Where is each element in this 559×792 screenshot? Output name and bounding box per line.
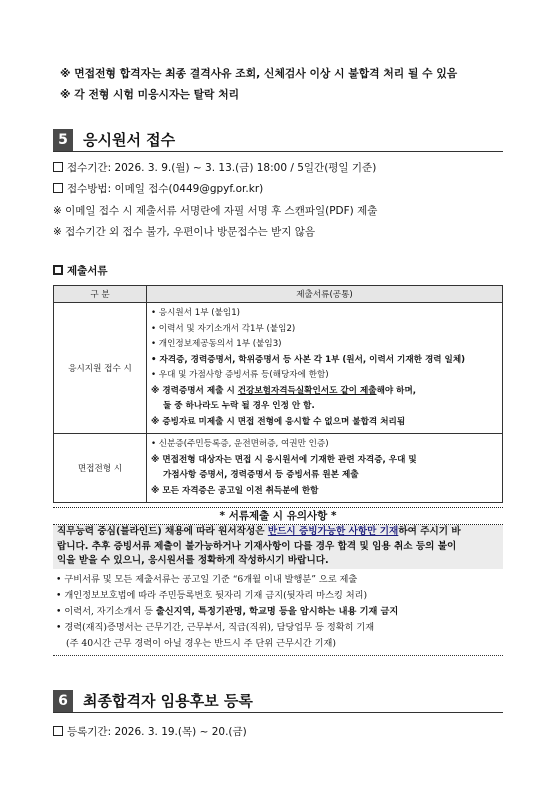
documents-heading <box>53 263 108 278</box>
caution-box <box>53 525 503 569</box>
list-item: • 이력서 및 자기소개서 각1부 (붙임2) <box>151 323 296 334</box>
section-5-number: 5 <box>53 129 73 151</box>
row-label-application: 응시지원 접수 시 <box>54 303 147 434</box>
caution-bullet-list <box>56 572 398 652</box>
list-item: • 개인정보제공동의서 1부 (붙임3) <box>151 339 282 349</box>
note-absence: ※ 각 전형 시험 미응시자는 탈락 처리 <box>60 88 240 101</box>
application-method <box>53 181 263 196</box>
row-label-interview: 면접전형 시 <box>54 434 147 503</box>
documents-table <box>53 285 503 503</box>
list-item: • 신분증(주민등록증, 운전면허증, 여권만 인증) <box>151 439 329 449</box>
note-cert-date: ※ 모든 자격증은 공고일 이전 취득분에 한함 <box>151 485 319 496</box>
list-item: • 응시원서 1부 (붙임1) <box>151 308 241 318</box>
registration-period-text: 등록기간: 2026. 3. 19.(목) ~ 20.(금) <box>67 726 247 738</box>
section-6-title: 최종합격자 임용후보 등록 <box>83 692 253 710</box>
application-period <box>53 160 376 175</box>
note-interview-originals-cont: 가점사항 증명서, 경력증명서 등 증빙서류 원본 제출 <box>163 470 359 480</box>
section-6-header <box>53 690 503 713</box>
documents-heading-text: 제출서류 <box>67 265 108 277</box>
note-disqualification: ※ 면접전형 합격자는 최종 결격사유 조회, 신체검사 이상 시 불합격 처리 될 수 있음 <box>60 67 458 80</box>
remark-email-signature: ※ 이메일 접수 시 제출서류 서명란에 자필 서명 후 스캔파일(PDF) 제출 <box>53 205 378 217</box>
remark-no-mail: ※ 접수기간 외 접수 불가, 우편이나 방문접수는 받지 않음 <box>53 226 315 238</box>
table-row <box>54 434 503 503</box>
list-item: • 경력(재직)증명서는 근무기간, 근무부서, 직급(직위), 담당업무 등 정확히 기재 <box>56 622 375 633</box>
checkbox-icon <box>53 183 63 193</box>
list-item: • 우대 및 가점사항 증빙서류 등(해당자에 한함) <box>151 370 329 380</box>
list-item: • 개인정보보호법에 따라 주민등록번호 뒷자리 기재 금지(뒷자리 마스킹 처리) <box>56 590 368 601</box>
note-interview-originals: ※ 면접전형 대상자는 면접 시 응시원서에 기재한 관련 자격증, 우대 및 <box>151 454 417 465</box>
note-career-cert-cont: 둘 중 하나라도 누락 될 경우 인정 안 함. <box>163 401 315 411</box>
list-item: • 구비서류 및 모든 제출서류는 공고일 기준 “6개월 이내 발행분” 으로 제출 <box>56 574 358 585</box>
row-items-application <box>147 303 503 434</box>
caution-line-2: 랍니다. 추후 증빙서류 제출이 불가능하거나 기재사항이 다를 경우 합격 및 임용 취소 등의 불이 <box>57 540 457 552</box>
table-header-row <box>54 286 503 303</box>
list-item: • 이력서, 자기소개서 등 출신지역, 특정기관명, 학교명 등을 암시하는 내용 기재 금지 <box>56 606 399 617</box>
application-method-text: 접수방법: 이메일 접수(0449@gpyf.or.kr) <box>67 183 264 195</box>
table-row <box>54 303 503 434</box>
list-item-cont: (주 40시간 근무 경력이 아닐 경우는 반드시 주 단위 근무시간 기재) <box>66 638 336 649</box>
section-6-number: 6 <box>53 690 73 712</box>
checkbox-icon <box>53 726 63 736</box>
section-5-title: 응시원서 접수 <box>83 131 176 149</box>
application-period-text: 접수기간: 2026. 3. 9.(월) ~ 3. 13.(금) 18:00 / 5일간(평일 기준) <box>67 162 377 174</box>
registration-period <box>53 724 247 739</box>
checkbox-icon <box>53 162 63 172</box>
table-header-documents: 제출서류(공통) <box>147 286 503 303</box>
caution-heading: * 서류제출 시 유의사항 * <box>53 507 503 525</box>
square-bullet-icon <box>53 265 63 275</box>
table-header-category: 구 분 <box>54 286 147 303</box>
caution-line-3: 익을 받을 수 있으니, 응시원서를 정확하게 작성하시기 바랍니다. <box>57 555 329 566</box>
caution-line-1: 직무능력 중심(블라인드) 채용에 따라 원서작성은 반드시 증빙가능한 사항만 기재하여 주시기 바 <box>57 526 461 537</box>
section-5-header <box>53 129 503 152</box>
note-career-cert: ※ 경력증명서 제출 시 건강보험자격득실확인서도 같이 제출해야 하며, <box>151 385 417 396</box>
note-missing-evidence: ※ 증빙자료 미제출 시 면접 전형에 응시할 수 없으며 불합격 처리됨 <box>151 416 406 427</box>
divider <box>53 655 503 656</box>
row-items-interview <box>147 434 503 503</box>
list-item: • 자격증, 경력증명서, 학위증명서 등 사본 각 1부 (원서, 이력서 기재한 경력 일체) <box>151 354 466 365</box>
